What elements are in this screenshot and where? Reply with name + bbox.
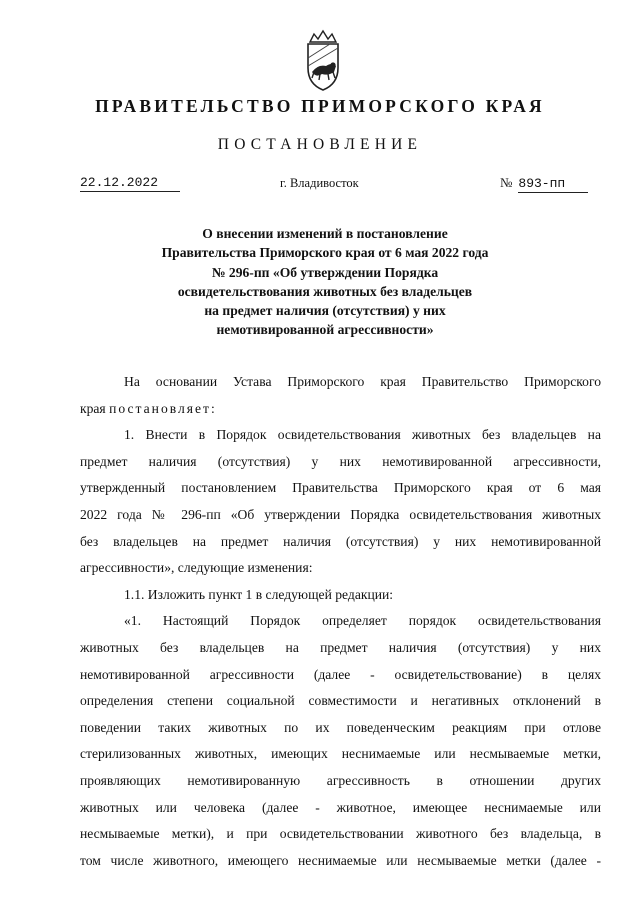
- document-city: г. Владивосток: [280, 176, 359, 190]
- body-line-text: 1.1. Изложить пункт 1 в следующей редакции:: [124, 586, 394, 602]
- government-name: ПРАВИТЕЛЬСТВО ПРИМОРСКОГО КРАЯ: [95, 96, 545, 116]
- body-line-text: предмет наличия (отсутствия) у них немотивированной агрессивности,: [80, 453, 601, 469]
- body-line: [80, 555, 601, 582]
- body-line: [80, 741, 601, 768]
- heading-line: на предмет наличия (отсутствия) у них: [204, 303, 446, 319]
- body-line-text: края: [80, 400, 110, 416]
- body-line-text: стерилизованных животных, имеющих неснимаемые или несмываемые метки,: [80, 746, 601, 762]
- body-line-text: поведении таких животных по их поведенческим реакциям при отлове: [80, 719, 601, 735]
- body-line: [80, 688, 601, 715]
- number-value: 893-пп: [518, 176, 588, 193]
- body-line: [80, 475, 601, 502]
- body-line-text: «1. Настоящий Порядок определяет порядок освидетельствования: [124, 613, 601, 629]
- body-line: [80, 529, 601, 556]
- body-line: [80, 369, 601, 396]
- body-line: [80, 608, 601, 635]
- body-line-text: утвержденный постановлением Правительства Приморского края от 6 мая: [80, 480, 601, 496]
- coat-of-arms-icon: [300, 28, 346, 92]
- body-line: [80, 396, 601, 423]
- document-body: [80, 369, 601, 874]
- body-line: [80, 422, 601, 449]
- body-line: [80, 848, 601, 875]
- body-line-text: 2022 года № 296-пп «Об утверждении Порядка освидетельствования животных: [80, 506, 601, 522]
- body-line: [80, 582, 601, 609]
- document-date: 22.12.2022: [80, 175, 180, 192]
- heading-line: освидетельствования животных без владельцев: [177, 283, 473, 299]
- document-heading: [120, 224, 530, 340]
- document-type: ПОСТАНОВЛЕНИЕ: [217, 136, 423, 153]
- body-line-text: проявляющих немотивированную агрессивность в отношении других: [80, 772, 601, 788]
- body-line-text: том числе животного, имеющего неснимаемые или несмываемые метки (далее -: [80, 852, 601, 868]
- heading-line: № 296-пп «Об утверждении Порядка: [211, 264, 439, 280]
- body-line-text: без владельцев на предмет наличия (отсутствия) у них немотивированной: [80, 533, 601, 549]
- body-line-text: определения степени социальной совместимости и негативных отклонений в: [80, 693, 601, 709]
- body-line-text: животных без владельцев на предмет наличия (отсутствия) у них: [80, 639, 601, 655]
- heading-line: О внесении изменений в постановление: [202, 226, 448, 241]
- body-line-text: несмываемые метки), и при освидетельствовании животного без владельца, в: [80, 826, 601, 842]
- body-line-text: 1. Внести в Порядок освидетельствования животных без владельцев на: [124, 427, 601, 443]
- body-line: [80, 449, 601, 476]
- body-line-text: агрессивности», следующие изменения:: [80, 560, 313, 576]
- body-line: [80, 768, 601, 795]
- body-line: [80, 795, 601, 822]
- body-line-text: животных или человека (далее - животное, имеющее неснимаемые или: [80, 799, 601, 815]
- body-line: [80, 502, 601, 529]
- body-line-text: На основании Устава Приморского края Правительство Приморского: [124, 374, 601, 389]
- document-number: [500, 175, 596, 193]
- heading-line: Правительства Приморского края от 6 мая 2022 года: [161, 245, 489, 261]
- body-line: [80, 635, 601, 662]
- number-sign: №: [500, 175, 513, 190]
- body-line-text: немотивированной агрессивности (далее - освидетельствование) в целях: [80, 666, 601, 682]
- body-line: [80, 662, 601, 689]
- heading-line: немотивированной агрессивности»: [216, 322, 434, 338]
- spaced-word: постановляет:: [109, 400, 217, 416]
- body-line: [80, 715, 601, 742]
- body-line: [80, 821, 601, 848]
